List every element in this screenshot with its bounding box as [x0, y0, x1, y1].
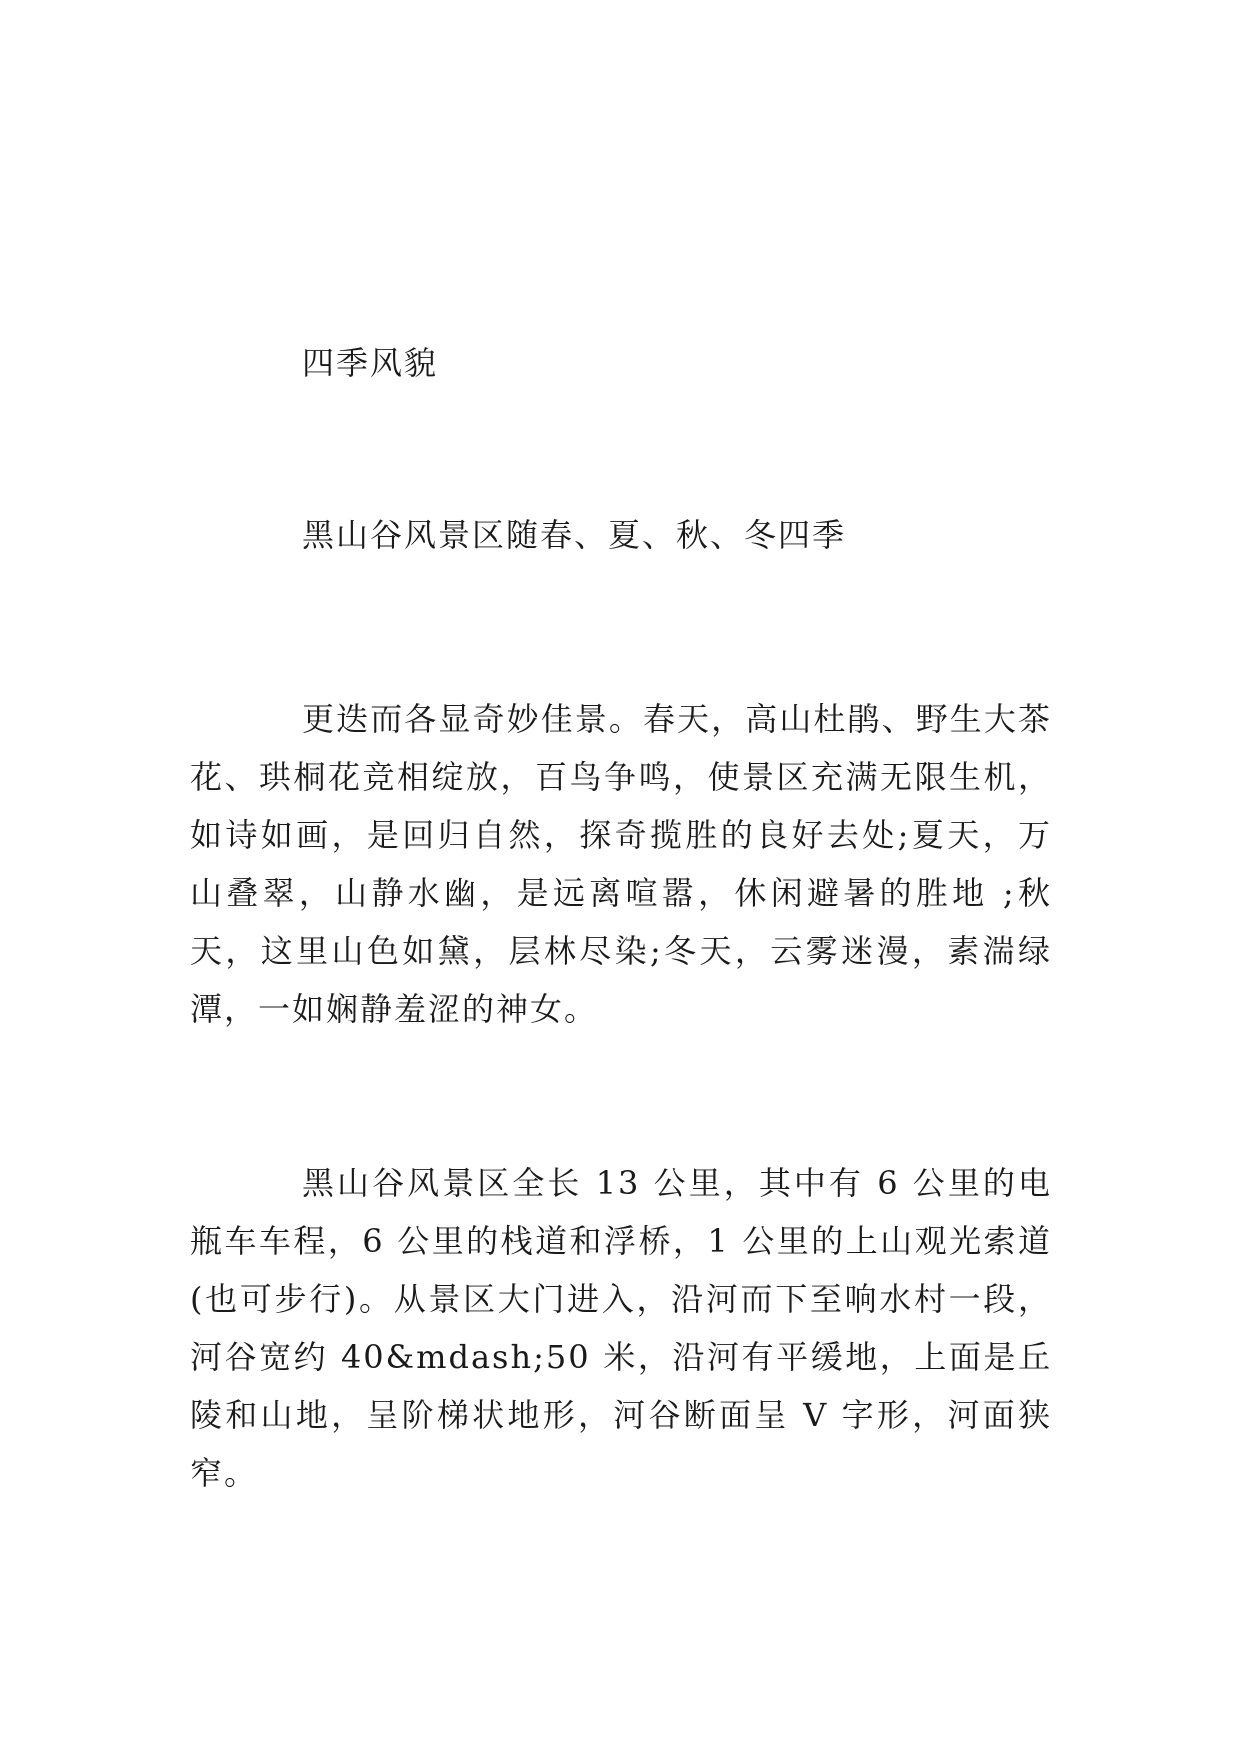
lead-line: 黑山谷风景区随春、夏、秋、冬四季	[302, 516, 847, 554]
paragraph-seasons	[190, 690, 1052, 1038]
paragraph-text: 黑山谷风景区全长 13 公里，其中有 6 公里的电瓶车车程，6 公里的栈道和浮桥，1 公里的上山观光索道(也可步行)。从景区大门进入，沿河而下至响水村一段，河谷宽约 40&mdash;50 米，沿河有平缓地，上面是丘陵和山地，呈阶梯状地形，河谷断面呈 V 字形，河面狭窄。	[190, 1164, 1052, 1492]
paragraph-text: 更迭而各显奇妙佳景。春天，高山杜鹃、野生大茶花、珙桐花竞相绽放，百鸟争鸣，使景区充满无限生机，如诗如画，是回归自然，探奇揽胜的良好去处;夏天，万山叠翠，山静水幽，是远离喧嚣，休闲避暑的胜地 ;秋天，这里山色如黛，层林尽染;冬天，云雾迷漫，素湍绿潭，一如娴静羞涩的神女。	[190, 700, 1052, 1028]
section-heading: 四季风貌	[302, 344, 439, 382]
paragraph-scenic-area	[190, 1154, 1052, 1502]
